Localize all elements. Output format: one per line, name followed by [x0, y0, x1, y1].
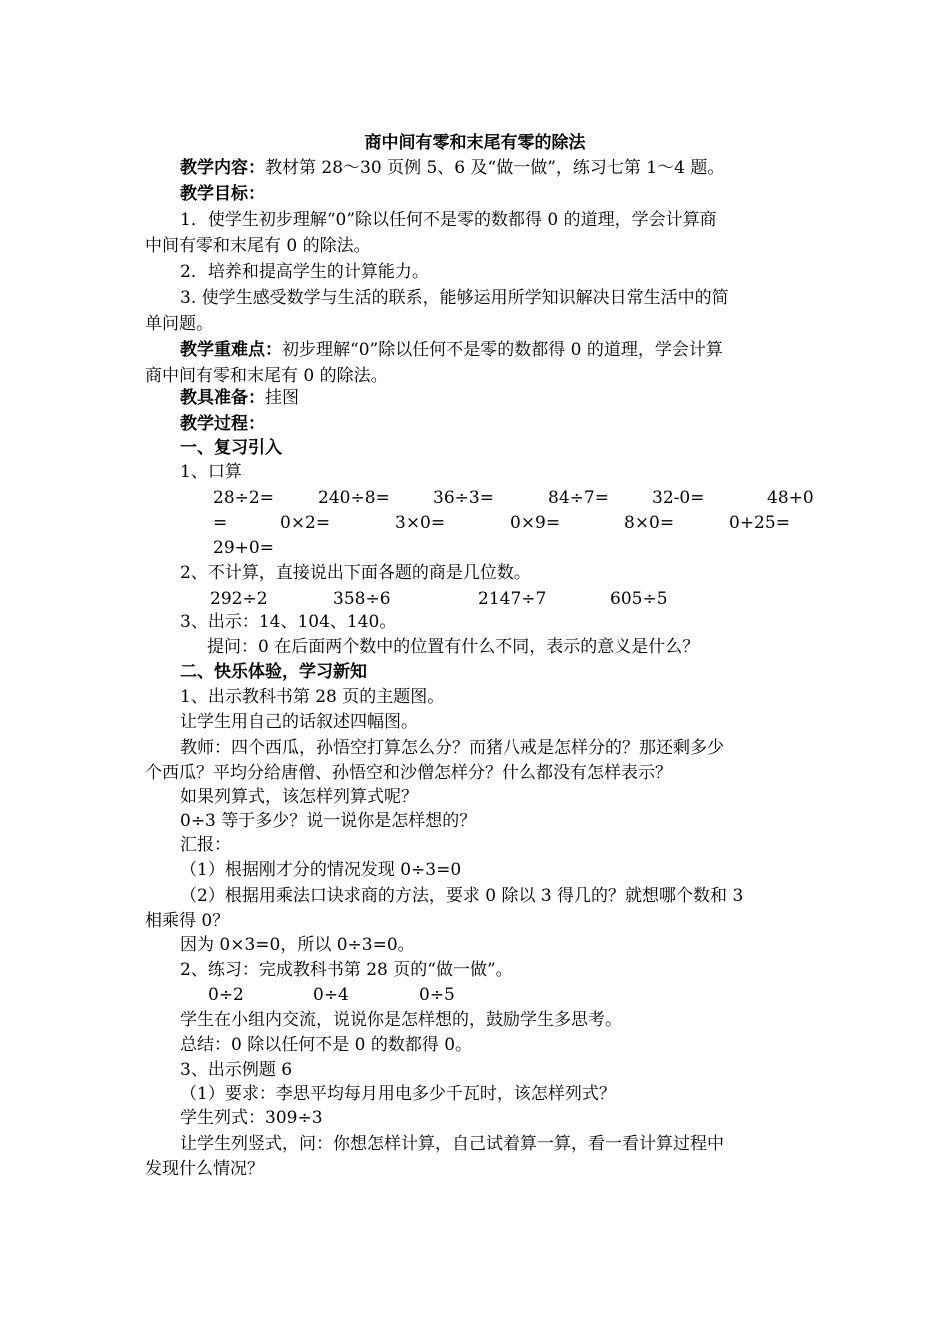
quotient-item: 358÷6 [333, 589, 391, 609]
paragraph: 2、练习：完成教科书第 28 页的“做一做”。 [180, 960, 513, 980]
oral-item: 0+25= [729, 513, 790, 533]
paragraph: （1）要求：李思平均每月用电多少千瓦时，该怎样列式？ [180, 1084, 616, 1104]
oral-item: 3×0= [395, 513, 446, 533]
paragraph: 0÷3 等于多少？说一说你是怎样想的？ [180, 811, 477, 831]
paragraph: 3、出示例题 6 [180, 1060, 293, 1080]
goal-3-line-1: 3. 使学生感受数学与生活的联系，能够运用所学知识解决日常生活中的简 [180, 288, 729, 308]
goal-3-line-2: 单问题。 [145, 314, 213, 334]
quotient-item: 605÷5 [610, 589, 668, 609]
oral-item: 8×0= [624, 513, 675, 533]
teaching-content-label: 教学内容： [180, 158, 265, 178]
key-difficulty-line-1 [180, 338, 723, 362]
teaching-content [180, 156, 724, 180]
exercise-item: 0÷5 [419, 985, 455, 1005]
paragraph: 汇报： [180, 835, 231, 855]
teaching-process-label: 教学过程： [180, 414, 265, 434]
teaching-tools-text: 挂图 [265, 388, 299, 408]
paragraph: 相乘得 0？ [145, 911, 230, 931]
oral-item: 84÷7= [548, 488, 609, 508]
paragraph: 1、出示教科书第 28 页的主题图。 [180, 687, 445, 707]
oral-item: 36÷3= [433, 488, 494, 508]
teaching-tools [180, 386, 299, 410]
paragraph: 因为 0×3=0，所以 0÷3=0。 [180, 935, 415, 955]
paragraph: （1）根据刚才分的情况发现 0÷3=0 [180, 860, 462, 880]
oral-item: 0×9= [510, 513, 561, 533]
teaching-goals-label: 教学目标： [180, 184, 265, 204]
quotient-item: 292÷2 [210, 589, 268, 609]
quotient-item: 2147÷7 [478, 589, 547, 609]
exercise-item: 0÷4 [313, 985, 349, 1005]
goal-1-line-1: 1．使学生初步理解“0”除以任何不是零的数都得 0 的道理，学会计算商 [180, 210, 717, 230]
oral-item: 48+0 [767, 488, 814, 508]
oral-calc-label: 1、口算 [180, 462, 242, 482]
teaching-tools-label: 教具准备： [180, 388, 265, 408]
paragraph: 个西瓜？平均分给唐僧、孙悟空和沙僧怎样分？什么都没有怎样表示？ [145, 763, 672, 783]
paragraph: 如果列算式，该怎样列算式呢？ [180, 787, 418, 807]
key-difficulty-line-2: 商中间有零和末尾有 0 的除法。 [145, 366, 388, 386]
teaching-content-text: 教材第 28～30 页例 5、6 及“做一做”，练习七第 1～4 题。 [265, 158, 725, 178]
oral-item: 28÷2= [213, 488, 274, 508]
paragraph: 让学生用自己的话叙述四幅图。 [180, 712, 418, 732]
goal-1-line-2: 中间有零和末尾有 0 的除法。 [145, 236, 371, 256]
section-2-heading: 二、快乐体验，学习新知 [180, 662, 367, 682]
oral-item: 29+0= [213, 538, 274, 558]
key-difficulty-label: 教学重难点： [180, 340, 282, 360]
exercise-item: 0÷2 [208, 985, 244, 1005]
paragraph: （2）根据用乘法口诀求商的方法，要求 0 除以 3 得几的？就想哪个数和 3 [180, 886, 744, 906]
oral-item: = [213, 513, 228, 533]
paragraph: 教师：四个西瓜，孙悟空打算怎么分？而猪八戒是怎样分的？那还剩多少 [180, 738, 724, 758]
page-title: 商中间有零和末尾有零的除法 [364, 133, 586, 153]
oral-item: 0×2= [280, 513, 331, 533]
section-1-heading: 一、复习引入 [180, 438, 282, 458]
paragraph: 让学生列竖式，问：你想怎样计算，自己试着算一算，看一看计算过程中 [180, 1134, 724, 1154]
paragraph: 发现什么情况？ [145, 1159, 264, 1179]
oral-item: 240÷8= [318, 488, 390, 508]
oral-item: 32-0= [652, 488, 705, 508]
key-difficulty-text: 初步理解“0”除以任何不是零的数都得 0 的道理，学会计算 [282, 340, 723, 360]
goal-2: 2．培养和提高学生的计算能力。 [180, 262, 429, 282]
question-2: 2、不计算，直接说出下面各题的商是几位数。 [180, 563, 531, 583]
paragraph: 总结：0 除以任何不是 0 的数都得 0。 [180, 1035, 473, 1055]
paragraph: 学生列式：309÷3 [180, 1108, 323, 1128]
question-3-ask: 提问：0 在后面两个数中的位置有什么不同，表示的意义是什么？ [207, 637, 700, 657]
question-3: 3、出示：14、104、140。 [180, 612, 397, 632]
paragraph: 学生在小组内交流，说说你是怎样想的，鼓励学生多思考。 [180, 1010, 622, 1030]
